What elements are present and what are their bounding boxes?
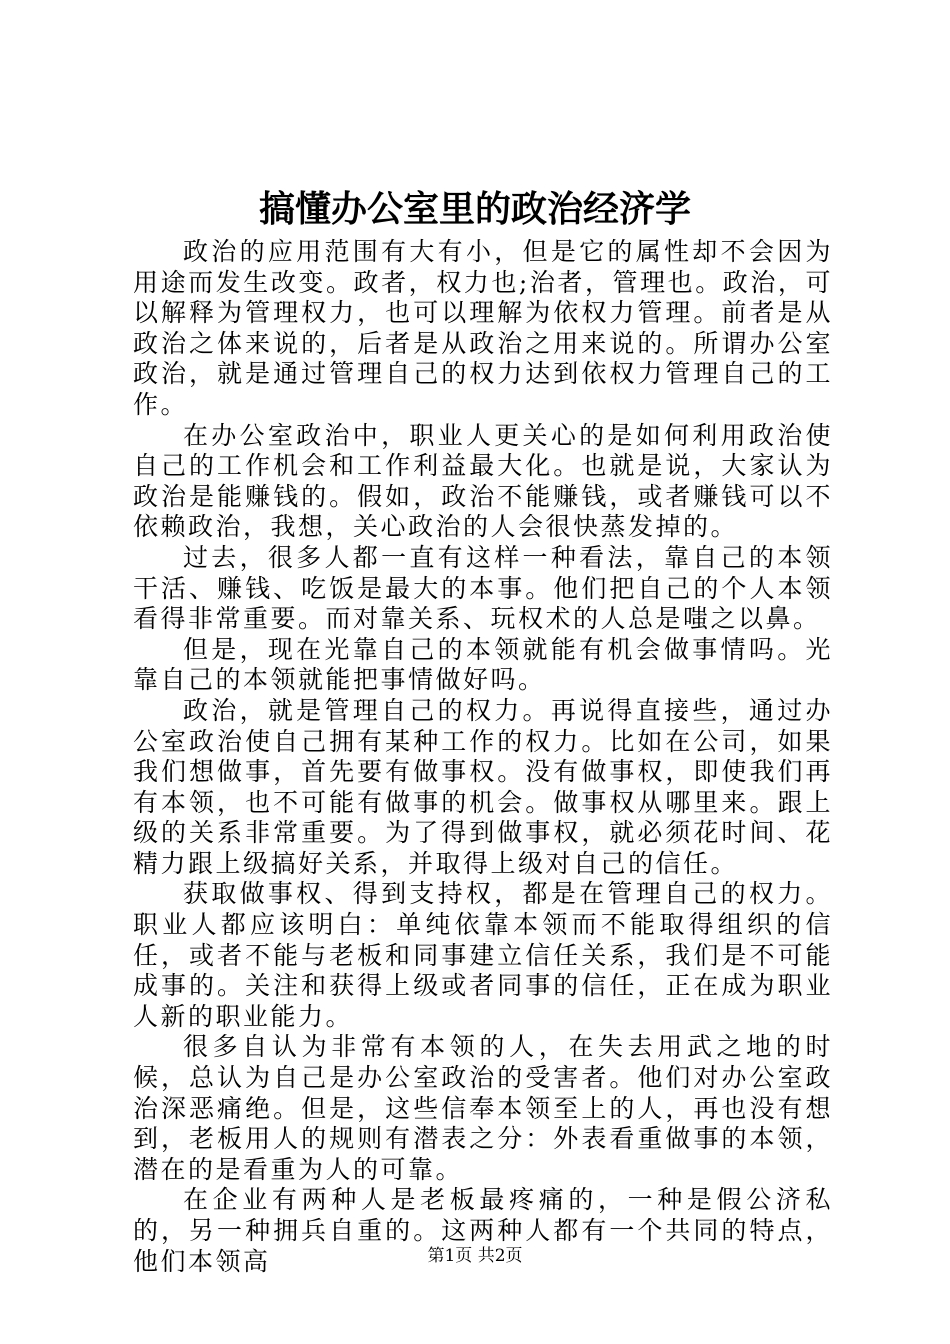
paragraph-8: 在企业有两种人是老板最疼痛的，一种是假公济私的，另一种拥兵自重的。这两种人都有一个共同的特点，他们本领高 — [133, 1185, 833, 1276]
document-body — [133, 237, 833, 1277]
paragraph-6: 获取做事权、得到支持权，都是在管理自己的权力。职业人都应该明白：单纯依靠本领而不能取得组织的信任，或者不能与老板和同事建立信任关系，我们是不可能成事的。关注和获得上级或者同事的信任，正在成为职业人新的职业能力。 — [133, 879, 833, 1031]
document-title: 搞懂办公室里的政治经济学 — [258, 188, 691, 230]
paragraph-3: 过去，很多人都一直有这样一种看法，靠自己的本领干活、赚钱、吃饭是最大的本事。他们把自己的个人本领看得非常重要。而对靠关系、玩权术的人总是嗤之以鼻。 — [133, 542, 833, 634]
paragraph-1: 政治的应用范围有大有小，但是它的属性却不会因为用途而发生改变。政者，权力也;治者，管理也。政治，可以解释为管理权力，也可以理解为依权力管理。前者是从政治之体来说的，后者是从政治之用来说的。所谓办公室政治，就是通过管理自己的权力达到依权力管理自己的工作。 — [133, 237, 833, 419]
page-footer: 第1页 共2页 — [427, 1246, 523, 1266]
paragraph-5: 政治，就是管理自己的权力。再说得直接些，通过办公室政治使自己拥有某种工作的权力。比如在公司，如果我们想做事，首先要有做事权。没有做事权，即使我们再有本领，也不可能有做事的机会。做事权从哪里来。跟上级的关系非常重要。为了得到做事权，就必须花时间、花精力跟上级搞好关系，并取得上级对自己的信任。 — [133, 695, 833, 878]
paragraph-4: 但是，现在光靠自己的本领就能有机会做事情吗。光靠自己的本领就能把事情做好吗。 — [133, 634, 833, 695]
paragraph-2: 在办公室政治中，职业人更关心的是如何利用政治使自己的工作机会和工作利益最大化。也就是说，大家认为政治是能赚钱的。假如，政治不能赚钱，或者赚钱可以不依赖政治，我想，关心政治的人会很快蒸发掉的。 — [133, 420, 833, 542]
paragraph-7: 很多自认为非常有本领的人，在失去用武之地的时候，总认为自己是办公室政治的受害者。他们对办公室政治深恶痛绝。但是，这些信奉本领至上的人，再也没有想到，老板用人的规则有潜表之分：外表看重做事的本领，潜在的是看重为人的可靠。 — [133, 1032, 833, 1184]
